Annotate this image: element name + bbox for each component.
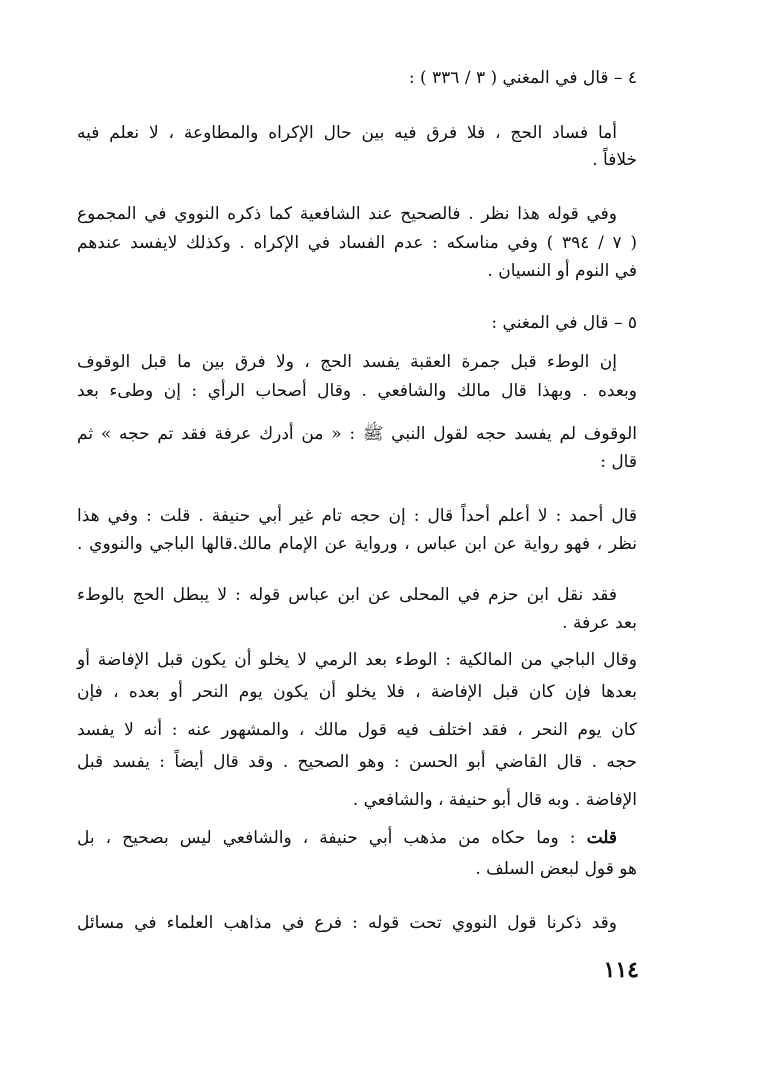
- qult-line-1: [77, 826, 617, 850]
- page-number: ١١٤: [603, 957, 639, 983]
- ahmad-line-2: نظر ، فهو رواية عن ابن عباس ، ورواية عن الإمام مالك.قالها الباجي والنووي .: [77, 534, 637, 554]
- section-5-quote-line-3: الوقوف لم يفسد حجه لقول النبي ﷺ : « من أدرك عرفة فقد تم حجه » ثم: [77, 424, 637, 444]
- baji-line-5: الإفاضة . وبه قال أبو حنيفة ، والشافعي .: [352, 790, 637, 810]
- qult-line-2: هو قول لبعض السلف .: [475, 859, 637, 879]
- section-4-heading: ٤ – قال في المغني ( ٣ / ٣٣٦ ) :: [408, 68, 637, 88]
- section-5-quote-line-2: وبعده . وبهذا قال مالك والشافعي . وقال أصحاب الرأي : إن وطىء بعد: [77, 381, 637, 401]
- ibn-hazm-line-1: فقد نقل ابن حزم في المحلى عن ابن عباس قوله : لا يبطل الحج بالوطء: [77, 585, 617, 605]
- baji-line-4: حجه . قال القاضي أبو الحسن : وهو الصحيح . وقد قال أيضاً : يفسد قبل: [77, 752, 637, 772]
- section-5-quote-line-1: إن الوطء قبل جمرة العقبة يفسد الحج ، ولا فرق بين ما قبل الوقوف: [77, 352, 617, 372]
- section-4-comment-line-2: ( ٧ / ٣٩٤ ) وفي مناسكه : عدم الفساد في الإكراه . وكذلك لايفسد عندهم: [77, 233, 637, 253]
- baji-line-1: وقال الباجي من المالكية : الوطء بعد الرمي لا يخلو أن يكون قبل الإفاضة أو: [77, 650, 637, 670]
- ahmad-line-1: قال أحمد : لا أعلم أحداً قال : إن حجه تام غير أبي حنيفة . قلت : وفي هذا: [77, 506, 637, 526]
- section-5-quote-line-4: قال :: [600, 452, 637, 472]
- section-4-quote-line-2: خلافاً .: [592, 150, 637, 170]
- section-4-comment-line-3: في النوم أو النسيان .: [487, 261, 637, 281]
- baji-line-2: بعدها فإن كان قبل الإفاضة ، فلا يخلو أن يكون يوم النحر أو بعده ، فإن: [77, 682, 637, 702]
- baji-line-3: كان يوم النحر ، فقد اختلف فيه قول مالك ، والمشهور عنه : أنه لا يفسد: [77, 720, 637, 740]
- section-4-quote-line-1: أما فساد الحج ، فلا فرق فيه بين حال الإكراه والمطاوعة ، لا نعلم فيه: [77, 123, 617, 143]
- ibn-hazm-line-2: بعد عرفة .: [562, 613, 637, 633]
- qult-text: : وما حكاه من مذهب أبي حنيفة ، والشافعي ليس بصحيح ، بل: [77, 828, 576, 848]
- section-5-heading: ٥ – قال في المغني :: [491, 313, 637, 333]
- nawawi-line-1: وقد ذكرنا قول النووي تحت قوله : فرع في مذاهب العلماء في مسائل: [77, 913, 617, 933]
- qult-label: قلت: [586, 828, 618, 848]
- section-4-comment-line-1: وفي قوله هذا نظر . فالصحيح عند الشافعية كما ذكره النووي في المجموع: [77, 204, 617, 224]
